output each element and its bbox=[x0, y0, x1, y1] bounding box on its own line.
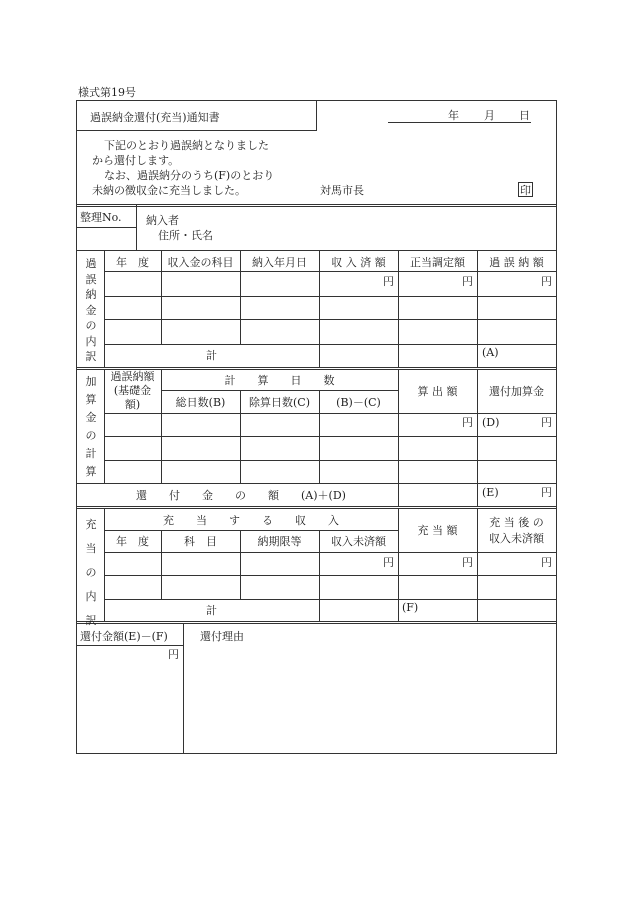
total-days-header: 総日数(B) bbox=[175, 396, 226, 409]
header-proper-assessment: 正当調定額 bbox=[410, 256, 465, 269]
header-fiscal-year: 年 度 bbox=[116, 256, 149, 269]
section3-side-label: 充 当 の 内 訳 bbox=[85, 518, 97, 627]
yen-unit: 円 bbox=[462, 556, 473, 569]
refund-total-label: 還 付 金 の 額 (A)＋(D) bbox=[136, 489, 346, 502]
header-overpayment: 過 誤 納 額 bbox=[489, 256, 544, 269]
seal-mark: 印 bbox=[520, 184, 531, 197]
section3-total-label: 計 bbox=[206, 604, 217, 617]
post-application-header-1: 充 当 後 の bbox=[489, 516, 544, 529]
notice-line-2: から還付します。 bbox=[92, 154, 180, 167]
applied-amount-header: 充 当 額 bbox=[417, 524, 458, 537]
base-amount-header-2: (基礎金 bbox=[113, 384, 152, 397]
date-year: 年 bbox=[448, 109, 459, 122]
yen-unit: 円 bbox=[541, 486, 552, 499]
days-header: 計 算 日 数 bbox=[224, 374, 335, 387]
mark-d: (D) bbox=[482, 416, 500, 429]
post-application-header-2: 収入未済額 bbox=[489, 532, 544, 545]
header-revenue-item: 収入金の科目 bbox=[167, 256, 234, 269]
header-payment-date: 納入年月日 bbox=[252, 256, 307, 269]
notice-line-1: 下記のとおり過誤納となりました bbox=[104, 139, 269, 152]
yen-unit: 円 bbox=[168, 648, 179, 661]
section1-total-label: 計 bbox=[206, 349, 217, 362]
address-name-label: 住所・氏名 bbox=[158, 229, 213, 242]
mark-a: (A) bbox=[482, 346, 499, 359]
mark-e: (E) bbox=[482, 486, 499, 499]
refund-addition-header: 還付加算金 bbox=[489, 385, 544, 398]
header-received-amount: 収 入 済 額 bbox=[331, 256, 386, 269]
date-month: 月 bbox=[484, 109, 495, 122]
issuer-name: 対馬市長 bbox=[320, 184, 364, 197]
header-due-date: 納期限等 bbox=[257, 535, 302, 548]
yen-unit: 円 bbox=[541, 416, 552, 429]
date-day: 日 bbox=[519, 109, 530, 122]
form-number: 様式第19号 bbox=[78, 86, 136, 99]
yen-unit: 円 bbox=[383, 275, 394, 288]
ref-number-label: 整理No. bbox=[80, 211, 122, 224]
header-fiscal-year: 年 度 bbox=[116, 535, 149, 548]
header-unpaid-amount: 収入未済額 bbox=[331, 535, 386, 548]
section2-side-label: 加 算 金 の 計 算 bbox=[85, 375, 97, 478]
yen-unit: 円 bbox=[462, 275, 473, 288]
base-amount-header-3: 額) bbox=[124, 398, 141, 411]
refund-amount-label: 還付金額(E)－(F) bbox=[80, 630, 168, 643]
mark-f: (F) bbox=[402, 601, 419, 614]
header-item: 科 目 bbox=[184, 535, 217, 548]
section1-side-label: 過 誤 納 金 の 内 訳 bbox=[85, 257, 97, 363]
excluded-days-header: 除算日数(C) bbox=[249, 396, 310, 409]
target-revenue-header: 充 当 す る 収 入 bbox=[163, 514, 339, 527]
refund-reason-label: 還付理由 bbox=[200, 630, 244, 643]
notice-line-3: なお、過誤納分のうち(F)のとおり bbox=[104, 169, 275, 182]
yen-unit: 円 bbox=[383, 556, 394, 569]
calculated-amount-header: 算 出 額 bbox=[417, 385, 458, 398]
notice-line-4: 未納の徴収金に充当しました。 bbox=[92, 184, 246, 197]
yen-unit: 円 bbox=[541, 556, 552, 569]
net-days-header: (B)－(C) bbox=[336, 396, 381, 409]
base-amount-header-1: 過誤納額 bbox=[110, 370, 155, 383]
yen-unit: 円 bbox=[541, 275, 552, 288]
payer-label: 納入者 bbox=[146, 214, 179, 227]
yen-unit: 円 bbox=[462, 416, 473, 429]
document-title: 過誤納金還付(充当)通知書 bbox=[90, 111, 220, 124]
